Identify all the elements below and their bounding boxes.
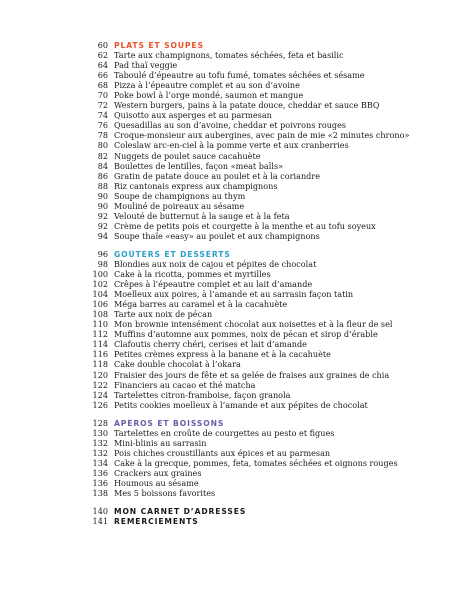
toc-entry [86, 110, 436, 120]
toc-entry [86, 428, 436, 438]
toc-entry [86, 100, 436, 110]
recipe-title: Moelleux aux poires, à l’amande et au sarrasin façon tatin [114, 289, 354, 300]
page-number: 138 [92, 488, 108, 499]
recipe-title: Crêpes à l’épeautre complet et au lait d’amande [114, 279, 313, 290]
toc-entry [86, 299, 436, 309]
page-number: 92 [97, 210, 108, 221]
page-number: 132 [92, 447, 108, 458]
toc-entry [86, 329, 436, 339]
page-number: 102 [92, 279, 108, 290]
recipe-title: Nuggets de poulet sauce cacahuète [114, 150, 261, 161]
toc-entry [86, 201, 436, 211]
recipe-title: Velouté de butternut à la sauge et à la feta [114, 210, 290, 221]
section-heading: APÉROS ET BOISSONS [114, 418, 225, 428]
page-number: 136 [92, 477, 108, 488]
page-number: 106 [92, 299, 108, 310]
page-number: 124 [92, 389, 108, 400]
recipe-title: Quisotto aux asperges et au parmesan [114, 110, 272, 121]
recipe-title: Coleslaw arc-en-ciel à la pomme verte et aux cranberries [114, 140, 349, 151]
page-number: 120 [92, 369, 108, 380]
recipe-title: Western burgers, pains à la patate douce, cheddar et sauce BBQ [114, 100, 380, 111]
page-number: 134 [92, 457, 108, 468]
page-number: 92 [97, 220, 108, 231]
toc-entry [86, 259, 436, 269]
recipe-title: Fraisier des jours de fête et sa gelée de fraises aux graines de chia [114, 369, 390, 380]
section-heading: REMERCIEMENTS [114, 517, 199, 527]
end-title [86, 516, 436, 526]
page-number: 98 [97, 258, 108, 269]
page-number: 82 [97, 150, 108, 161]
toc-entry [86, 370, 436, 380]
recipe-title: Financiers au cacao et thé matcha [114, 379, 256, 390]
page-number: 118 [92, 359, 108, 370]
recipe-title: Crème de petits pois et courgette à la menthe et au tofu soyeux [114, 220, 376, 231]
toc-entry [86, 380, 436, 390]
toc-entry [86, 390, 436, 400]
page-number: 90 [97, 190, 108, 201]
toc-entry [86, 309, 436, 319]
recipe-title: Cake à la ricotta, pommes et myrtilles [114, 269, 271, 280]
recipe-title: Soupe thaïe «easy» au poulet et aux champignons [114, 230, 320, 241]
toc-entry [86, 438, 436, 448]
page-number: 108 [92, 309, 108, 320]
section-heading: MON CARNET D’ADRESSES [114, 507, 247, 517]
toc-entry [86, 269, 436, 279]
toc-entry [86, 279, 436, 289]
toc-entry [86, 151, 436, 161]
page-number: 112 [92, 329, 108, 340]
recipe-title: Méga barres au caramel et à la cacahuète [114, 299, 288, 310]
toc-entry [86, 349, 436, 359]
page-number: 104 [92, 289, 108, 300]
recipe-title: Pois chiches croustillants aux épices et au parmesan [114, 447, 331, 458]
recipe-title: Clafoutis cherry chéri, cerises et lait d’amande [114, 339, 307, 350]
end-title [86, 506, 436, 516]
page-number: 110 [92, 319, 108, 330]
toc-entry [86, 211, 436, 221]
recipe-title: Crackers aux graines [114, 467, 202, 478]
recipe-title: Mini-blinis au sarrasin [114, 437, 207, 448]
recipe-title: Blondies aux noix de cajou et pépites de chocolat [114, 258, 317, 269]
page-number: 100 [92, 269, 108, 280]
page-number: 76 [97, 120, 108, 131]
toc-entry [86, 458, 436, 468]
recipe-title: Pad thaï veggie [114, 60, 178, 71]
recipe-title: Boulettes de lentilles, façon «meat balls» [114, 160, 284, 171]
section-heading: GOÛTERS ET DESSERTS [114, 249, 231, 259]
page-number: 126 [92, 399, 108, 410]
recipe-title: Croque-monsieur aux aubergines, avec pain de mie «2 minutes chrono» [114, 130, 410, 141]
toc-entry [86, 181, 436, 191]
recipe-title: Cake double chocolat à l’okara [114, 359, 241, 370]
toc-entry [86, 171, 436, 181]
recipe-title: Muffins d’automne aux pommes, noix de pécan et sirop d’érable [114, 329, 378, 340]
page-number: 136 [92, 467, 108, 478]
page-number: 94 [97, 230, 108, 241]
page-number: 140 [92, 506, 108, 517]
page-number: 70 [97, 90, 108, 101]
toc-entry [86, 60, 436, 70]
toc-entry [86, 221, 436, 231]
page-number: 132 [92, 437, 108, 448]
toc-entry [86, 478, 436, 488]
recipe-title: Houmous au sésame [114, 477, 199, 488]
toc-entry [86, 50, 436, 60]
recipe-title: Tarte aux champignons, tomates séchées, feta et basilic [114, 50, 344, 61]
spacer [86, 410, 436, 418]
toc-entry [86, 191, 436, 201]
recipe-title: Mon brownie intensément chocolat aux noisettes et à la fleur de sel [114, 319, 393, 330]
page-number: 116 [92, 349, 108, 360]
recipe-title: Mouliné de poireaux au sésame [114, 200, 245, 211]
recipe-title: Tartelettes citron-framboise, façon granola [114, 389, 291, 400]
section-title [86, 418, 436, 428]
spacer [86, 241, 436, 249]
recipe-title: Petites crèmes express à la banane et à la cacahuète [114, 349, 331, 360]
spacer [86, 498, 436, 506]
page-number: 96 [97, 248, 108, 259]
toc-entry [86, 161, 436, 171]
toc-entry [86, 319, 436, 329]
page-number: 78 [97, 130, 108, 141]
toc-entry [86, 339, 436, 349]
toc-entry [86, 448, 436, 458]
section-title [86, 249, 436, 259]
recipe-title: Tarte aux noix de pécan [114, 309, 213, 320]
toc-entry [86, 130, 436, 140]
page-number: 141 [92, 516, 108, 527]
page-number: 62 [97, 50, 108, 61]
page-number: 72 [97, 100, 108, 111]
page-number: 68 [97, 80, 108, 91]
toc-entry [86, 231, 436, 241]
recipe-title: Quesadillas au son d’avoine, cheddar et poivrons rouges [114, 120, 347, 131]
section-title [86, 40, 436, 50]
toc-entry [86, 359, 436, 369]
page-number: 122 [92, 379, 108, 390]
recipe-title: Riz cantonais express aux champignons [114, 180, 278, 191]
page-number: 64 [97, 60, 108, 71]
toc-entry [86, 70, 436, 80]
recipe-title: Soupe de champignons au thym [114, 190, 246, 201]
page-number: 74 [97, 110, 108, 121]
toc-entry [86, 90, 436, 100]
toc-entry [86, 468, 436, 478]
page-number: 130 [92, 427, 108, 438]
recipe-title: Cake à la grecque, pommes, feta, tomates séchées et oignons rouges [114, 457, 398, 468]
recipe-title: Taboulé d’épeautre au tofu fumé, tomates séchées et sésame [114, 70, 365, 81]
recipe-title: Petits cookies moelleux à l’amande et aux pépites de chocolat [114, 399, 368, 410]
recipe-title: Mes 5 boissons favorites [114, 488, 216, 499]
toc-entry [86, 120, 436, 130]
toc-entry [86, 400, 436, 410]
recipe-title: Tartelettes en croûte de courgettes au pesto et figues [114, 427, 335, 438]
toc-entry [86, 140, 436, 150]
page-number: 66 [97, 70, 108, 81]
page-number: 80 [97, 140, 108, 151]
table-of-contents [86, 40, 436, 526]
recipe-title: Gratin de patate douce au poulet et à la coriandre [114, 170, 321, 181]
recipe-title: Pizza à l’épeautre complet et au son d’avoine [114, 80, 300, 91]
toc-entry [86, 488, 436, 498]
page-number: 84 [97, 160, 108, 171]
toc-entry [86, 80, 436, 90]
recipe-title: Poke bowl à l’orge mondé, saumon et mangue [114, 90, 304, 101]
section-heading: PLATS ET SOUPES [114, 41, 204, 50]
page-number: 90 [97, 200, 108, 211]
page-number: 60 [97, 40, 108, 50]
page-number: 128 [92, 417, 108, 428]
page-number: 88 [97, 180, 108, 191]
page-number: 86 [97, 170, 108, 181]
page-number: 114 [92, 339, 108, 350]
toc-entry [86, 289, 436, 299]
